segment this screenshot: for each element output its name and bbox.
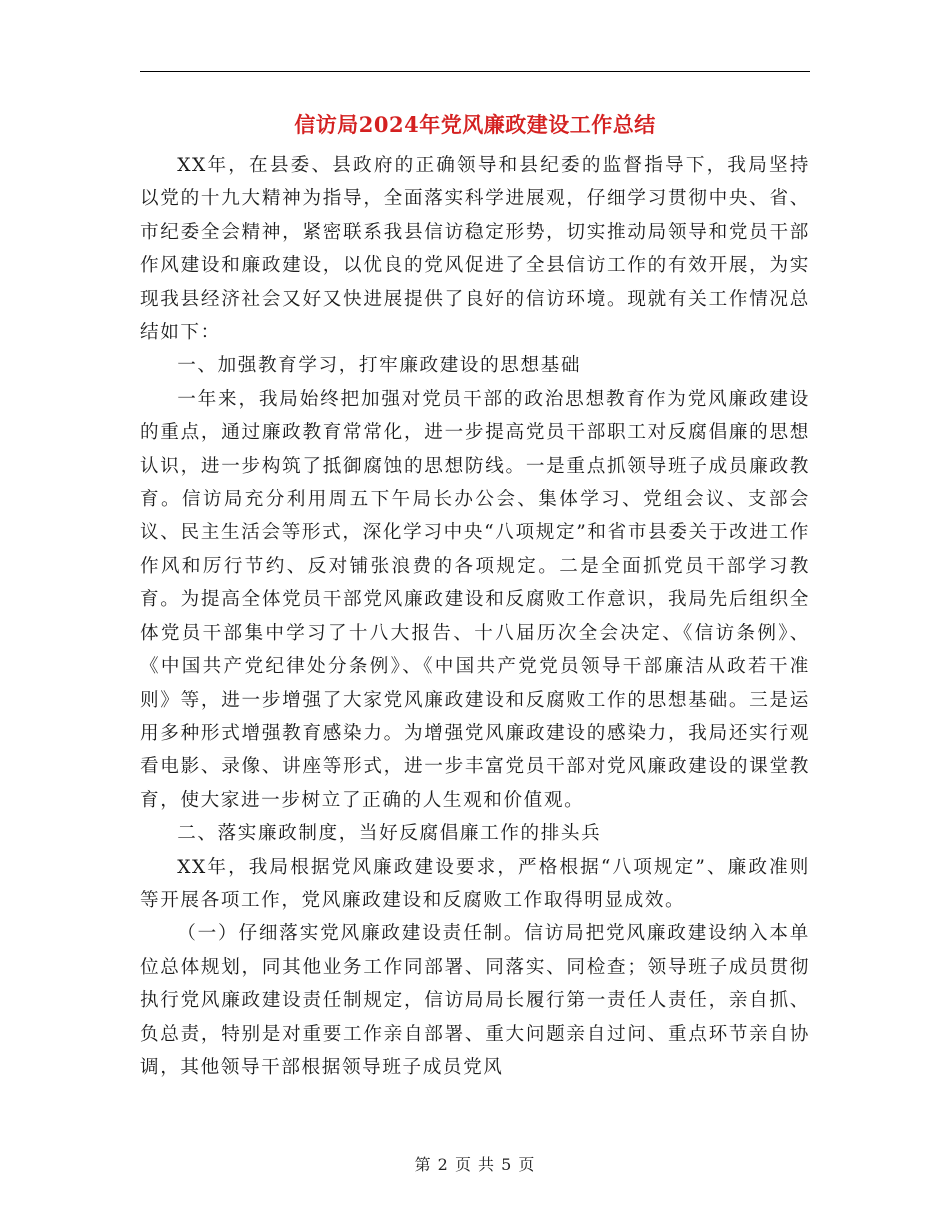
paragraph-regulations: XX年，我局根据党风廉政建设要求，严格根据“八项规定”、廉政准则等开展各项工作，党风廉政建设和反腐败工作取得明显成效。 [140, 856, 810, 911]
paragraph-responsibility: （一）仔细落实党风廉政建设责任制。信访局把党风廉政建设纳入本单位总体规划，同其他业务工作同部署、同落实、同检查；领导班子成员贯彻执行党风廉政建设责任制规定，信访局局长履行第一责任人责任，亲自抓、负总责，特别是对重要工作亲自部署、重大问题亲自过问、重点环节亲自协调，其他领导干部根据领导班子成员党风 [140, 923, 810, 1078]
section-heading-2: 二、落实廉政制度，当好反腐倡廉工作的排头兵 [177, 823, 602, 845]
page-number-footer: 第 2 页 共 5 页 [414, 1155, 536, 1174]
document-body [140, 149, 810, 1084]
section-heading-1: 一、加强教育学习，打牢廉政建设的思想基础 [177, 355, 582, 377]
paragraph-education: 一年来，我局始终把加强对党员干部的政治思想教育作为党风廉政建设的重点，通过廉政教育常常化，进一步提高党员干部职工对反腐倡廉的思想认识，进一步构筑了抵御腐蚀的思想防线。一是重点抓领导班子成员廉政教育。信访局充分利用周五下午局长办公会、集体学习、党组会议、支部会议、民主生活会等形式，深化学习中央“八项规定”和省市县委关于改进工作作风和厉行节约、反对铺张浪费的各项规定。二是全面抓党员干部学习教育。为提高全体党员干部党风廉政建设和反腐败工作意识，我局先后组织全体党员干部集中学习了十八大报告、十八届历次全会决定、《信访条例》、《中国共产党纪律处分条例》、《中国共产党党员领导干部廉洁从政若干准则》等，进一步增强了大家党风廉政建设和反腐败工作的思想基础。三是运用多种形式增强教育感染力。为增强党风廉政建设的感染力，我局还实行观看电影、录像、讲座等形式，进一步丰富党员干部对党风廉政建设的课堂教育，使大家进一步树立了正确的人生观和价值观。 [140, 388, 810, 811]
header-rule [140, 71, 810, 72]
paragraph-intro: XX年，在县委、县政府的正确领导和县纪委的监督指导下，我局坚持以党的十九大精神为指导，全面落实科学进展观，仔细学习贯彻中央、省、市纪委全会精神，紧密联系我县信访稳定形势，切实推动局领导和党员干部作风建设和廉政建设，以优良的党风促进了全县信访工作的有效开展，为实现我县经济社会又好又快进展提供了良好的信访环境。现就有关工作情况总结如下： [140, 155, 810, 344]
document-title: 信访局2024年党风廉政建设工作总结 [294, 112, 656, 137]
